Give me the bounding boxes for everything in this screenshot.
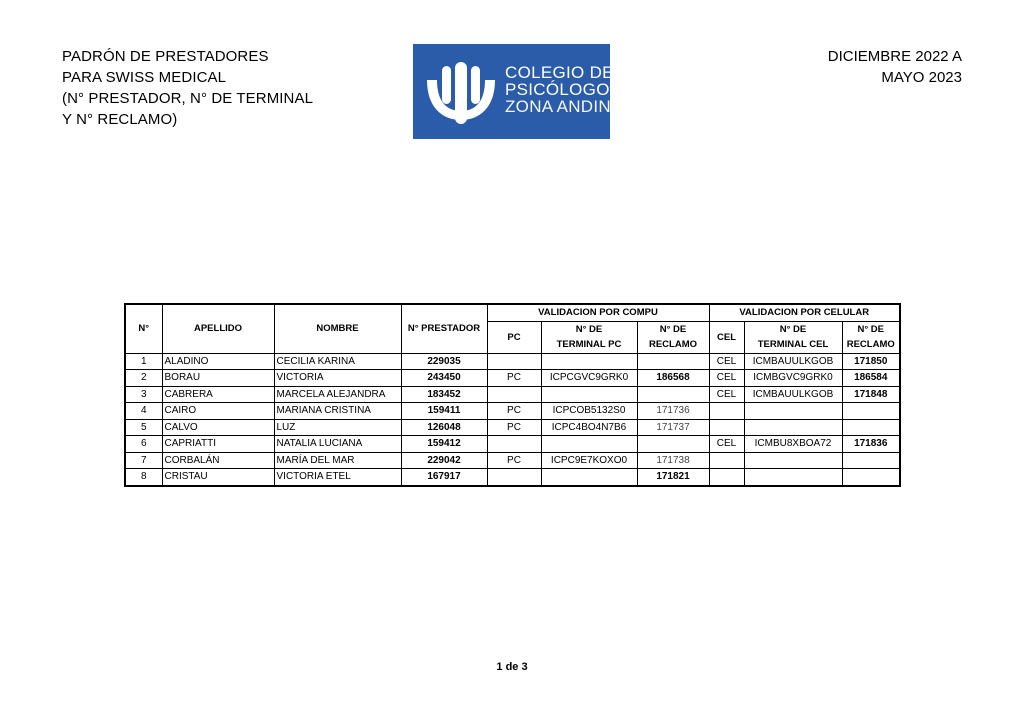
cell-reclamo-pc: 171821	[637, 469, 709, 486]
cell-apellido: ALADINO	[162, 353, 274, 370]
document-title	[62, 46, 313, 130]
cell-prestador: 159412	[401, 436, 487, 453]
cell-reclamo-pc: 171736	[637, 403, 709, 420]
cell-cel	[709, 469, 744, 486]
table-row	[125, 469, 900, 486]
cell-terminal-pc: ICPCOB5132S0	[541, 403, 637, 420]
cell-prestador: 167917	[401, 469, 487, 486]
table-row	[125, 403, 900, 420]
cell-reclamo-cel: 171848	[842, 386, 900, 403]
table-row	[125, 436, 900, 453]
cell-reclamo-pc	[637, 436, 709, 453]
cell-pc: PC	[487, 370, 541, 387]
header-reclamo-cel: N° DE	[842, 321, 900, 337]
cell-pc	[487, 353, 541, 370]
cell-reclamo-pc	[637, 386, 709, 403]
title-line: (N° PRESTADOR, N° DE TERMINAL	[62, 90, 314, 107]
cell-pc	[487, 386, 541, 403]
cell-reclamo-cel	[842, 403, 900, 420]
header-prestador: N° PRESTADOR	[401, 304, 487, 353]
cell-terminal-cel: ICMBAUULKGOB	[744, 386, 842, 403]
cell-nombre: MARCELA ALEJANDRA	[274, 386, 401, 403]
cell-nombre: MARIANA CRISTINA	[274, 403, 401, 420]
cell-terminal-pc	[541, 386, 637, 403]
colegio-logo	[413, 44, 623, 139]
title-line: Y N° RECLAMO)	[62, 111, 178, 128]
header-reclamo-pc: N° DE	[637, 321, 709, 337]
header-pc: PC	[487, 321, 541, 353]
table-row	[125, 370, 900, 387]
cell-terminal-cel	[744, 403, 842, 420]
cell-n: 4	[125, 403, 162, 420]
period-line: MAYO 2023	[881, 69, 962, 86]
table-row	[125, 353, 900, 370]
cell-cel: CEL	[709, 386, 744, 403]
cell-terminal-pc: ICPC4BO4N7B6	[541, 419, 637, 436]
cell-n: 8	[125, 469, 162, 486]
title-line: PADRÓN DE PRESTADORES	[62, 48, 269, 65]
header-terminal-cel-2: TERMINAL CEL	[744, 337, 842, 353]
cell-pc: PC	[487, 403, 541, 420]
cell-terminal-cel: ICMBU8XBOA72	[744, 436, 842, 453]
psi-icon	[421, 58, 501, 128]
cell-reclamo-pc: 171738	[637, 452, 709, 469]
cell-prestador: 229042	[401, 452, 487, 469]
cell-reclamo-cel	[842, 469, 900, 486]
table-row	[125, 419, 900, 436]
cell-reclamo-pc: 186568	[637, 370, 709, 387]
cell-terminal-pc: ICPC9E7KOXO0	[541, 452, 637, 469]
cell-terminal-cel	[744, 419, 842, 436]
header-reclamo-pc-2: RECLAMO	[637, 337, 709, 353]
header-nombre: NOMBRE	[274, 304, 401, 353]
cell-cel: CEL	[709, 436, 744, 453]
cell-cel	[709, 419, 744, 436]
header-cel: CEL	[709, 321, 744, 353]
header-terminal-cel: N° DE	[744, 321, 842, 337]
cell-cel: CEL	[709, 370, 744, 387]
title-line: PARA SWISS MEDICAL	[62, 69, 227, 86]
cell-reclamo-cel	[842, 452, 900, 469]
cell-nombre: VICTORIA ETEL	[274, 469, 401, 486]
cell-terminal-pc	[541, 469, 637, 486]
cell-cel	[709, 403, 744, 420]
cell-n: 1	[125, 353, 162, 370]
cell-nombre: MARÍA DEL MAR	[274, 452, 401, 469]
table-row	[125, 386, 900, 403]
cell-terminal-cel: ICMBAUULKGOB	[744, 353, 842, 370]
cell-apellido: CALVO	[162, 419, 274, 436]
logo-line-2: PSICÓLOGOS	[505, 80, 622, 99]
cell-terminal-cel	[744, 452, 842, 469]
cell-pc: PC	[487, 452, 541, 469]
cell-reclamo-pc	[637, 353, 709, 370]
period-line: DICIEMBRE 2022 A	[827, 48, 962, 65]
header-group-celular: VALIDACION POR CELULAR	[709, 304, 900, 321]
cell-n: 3	[125, 386, 162, 403]
cell-apellido: CAPRIATTI	[162, 436, 274, 453]
cell-apellido: BORAU	[162, 370, 274, 387]
cell-prestador: 183452	[401, 386, 487, 403]
cell-nombre: NATALIA LUCIANA	[274, 436, 401, 453]
period	[828, 46, 962, 88]
cell-pc	[487, 436, 541, 453]
cell-pc	[487, 469, 541, 486]
header-terminal-pc: N° DE	[541, 321, 637, 337]
cell-reclamo-pc: 171737	[637, 419, 709, 436]
cell-n: 5	[125, 419, 162, 436]
cell-reclamo-cel: 171850	[842, 353, 900, 370]
cell-n: 7	[125, 452, 162, 469]
table-row	[125, 452, 900, 469]
cell-pc: PC	[487, 419, 541, 436]
cell-n: 2	[125, 370, 162, 387]
cell-apellido: CRISTAU	[162, 469, 274, 486]
cell-apellido: CAIRO	[162, 403, 274, 420]
cell-apellido: CORBALÁN	[162, 452, 274, 469]
cell-terminal-pc: ICPCGVC9GRK0	[541, 370, 637, 387]
cell-prestador: 229035	[401, 353, 487, 370]
cell-terminal-cel: ICMBGVC9GRK0	[744, 370, 842, 387]
cell-nombre: VICTORIA	[274, 370, 401, 387]
cell-reclamo-cel: 171836	[842, 436, 900, 453]
cell-cel: CEL	[709, 353, 744, 370]
cell-terminal-pc	[541, 436, 637, 453]
header-reclamo-cel-2: RECLAMO	[842, 337, 900, 353]
header-n: N°	[125, 304, 162, 353]
cell-nombre: LUZ	[274, 419, 401, 436]
header-group-compu: VALIDACION POR COMPU	[487, 304, 709, 321]
cell-reclamo-cel: 186584	[842, 370, 900, 387]
cell-terminal-pc	[541, 353, 637, 370]
prestadores-table	[124, 303, 901, 487]
cell-n: 6	[125, 436, 162, 453]
cell-prestador: 126048	[401, 419, 487, 436]
cell-cel	[709, 452, 744, 469]
logo-line-1: COLEGIO DE	[505, 63, 614, 82]
header-apellido: APELLIDO	[162, 304, 274, 353]
cell-nombre: CECILIA KARINA	[274, 353, 401, 370]
header-terminal-pc-2: TERMINAL PC	[541, 337, 637, 353]
page-number: 1 de 3	[496, 661, 528, 673]
cell-prestador: 243450	[401, 370, 487, 387]
cell-apellido: CABRERA	[162, 386, 274, 403]
cell-terminal-cel	[744, 469, 842, 486]
cell-prestador: 159411	[401, 403, 487, 420]
cell-reclamo-cel	[842, 419, 900, 436]
logo-line-3: ZONA ANDINA	[505, 97, 623, 116]
